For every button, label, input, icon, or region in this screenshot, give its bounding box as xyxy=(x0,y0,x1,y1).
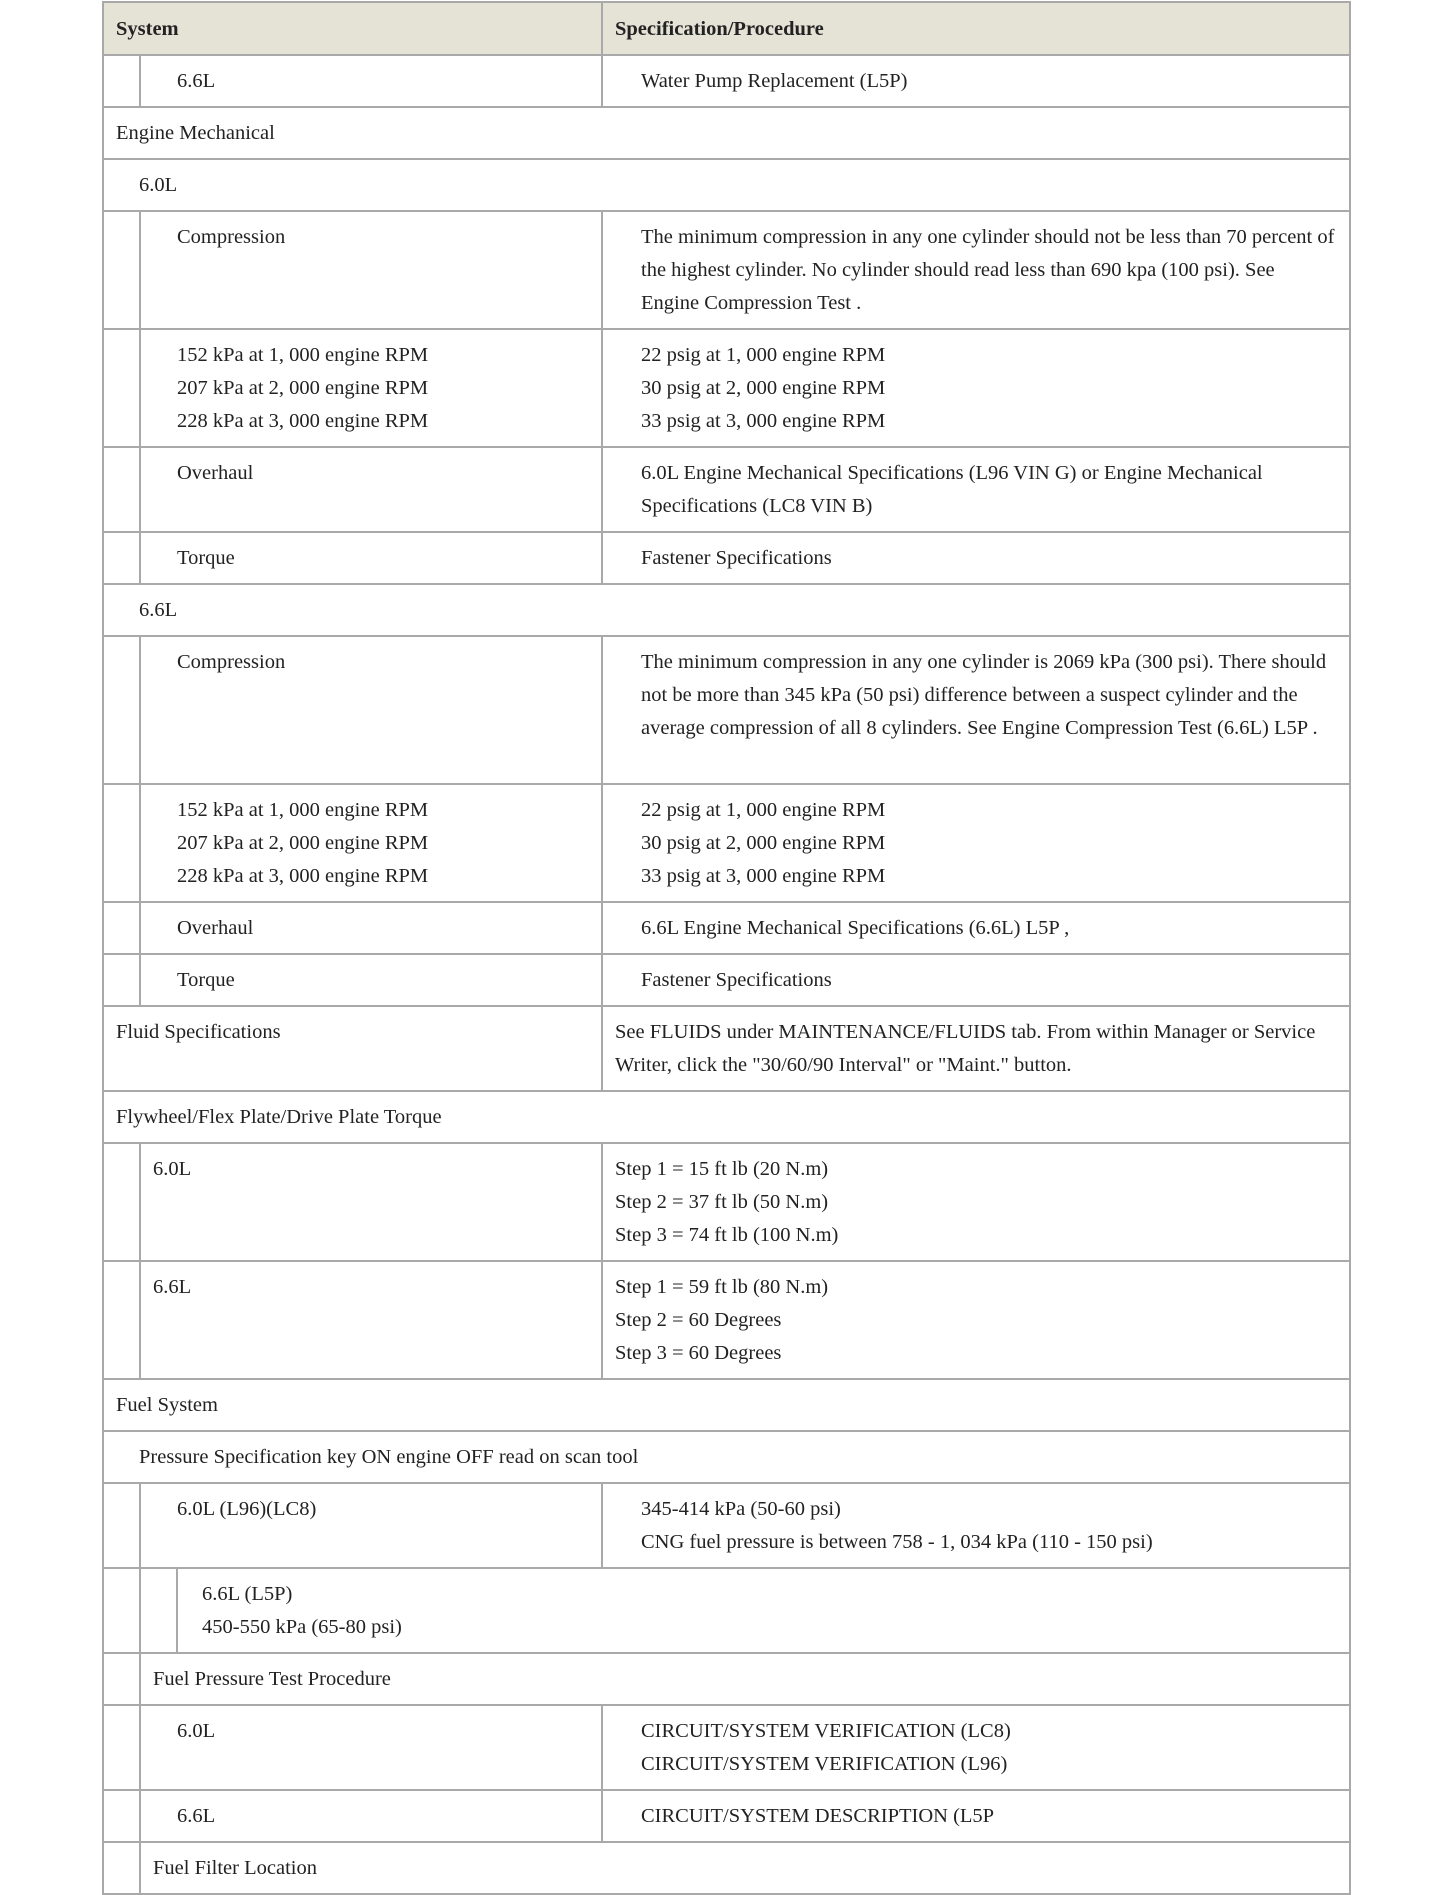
specifications-table xyxy=(102,1,1351,1895)
row-spec: Step 1 = 15 ft lb (20 N.m) Step 2 = 37 ft lb (50 N.m) Step 3 = 74 ft lb (100 N.m) xyxy=(602,1143,1350,1261)
indent-cell xyxy=(140,1568,177,1653)
table-row xyxy=(103,1790,1350,1842)
subsection-heading: Pressure Specification key ON engine OFF read on scan tool xyxy=(103,1431,1350,1483)
header-system: System xyxy=(103,2,602,55)
indent-cell xyxy=(103,1261,140,1379)
row-label: Torque xyxy=(140,532,602,584)
table-row xyxy=(103,447,1350,532)
row-label: 6.6L xyxy=(140,1790,602,1842)
table-row xyxy=(103,784,1350,902)
table-row xyxy=(103,1261,1350,1379)
subsection-heading: 6.6L xyxy=(103,584,1350,636)
subsection-heading: 6.0L xyxy=(103,159,1350,211)
table-row xyxy=(103,1143,1350,1261)
row-label: 6.0L (L96)(LC8) xyxy=(140,1483,602,1568)
row-label: 152 kPa at 1, 000 engine RPM 207 kPa at 2, 000 engine RPM 228 kPa at 3, 000 engine RPM xyxy=(140,784,602,902)
table-row xyxy=(103,211,1350,329)
row-label: 6.0L xyxy=(140,1143,602,1261)
indent-cell xyxy=(103,1143,140,1261)
row-label: 6.6L (L5P) 450-550 kPa (65-80 psi) xyxy=(177,1568,1350,1653)
row-spec: 6.6L Engine Mechanical Specifications (6.6L) L5P , xyxy=(602,902,1350,954)
indent-cell xyxy=(103,1790,140,1842)
indent-cell xyxy=(103,954,140,1006)
table-row xyxy=(103,1379,1350,1431)
row-spec: Step 1 = 59 ft lb (80 N.m) Step 2 = 60 Degrees Step 3 = 60 Degrees xyxy=(602,1261,1350,1379)
indent-cell xyxy=(103,1842,140,1894)
row-spec: Fastener Specifications xyxy=(602,954,1350,1006)
table-row xyxy=(103,902,1350,954)
indent-cell xyxy=(103,1705,140,1790)
indent-cell xyxy=(103,329,140,447)
row-label: Compression xyxy=(140,211,602,329)
table-row xyxy=(103,636,1350,784)
row-spec: Fastener Specifications xyxy=(602,532,1350,584)
row-spec: The minimum compression in any one cylinder should not be less than 70 percent of the highest cylinder. No cylinder should read less than 690 kpa (100 psi). See Engine Compression Test . xyxy=(602,211,1350,329)
row-spec: CIRCUIT/SYSTEM DESCRIPTION (L5P xyxy=(602,1790,1350,1842)
table-header-row xyxy=(103,2,1350,55)
table-row xyxy=(103,1842,1350,1894)
indent-cell xyxy=(103,902,140,954)
row-label: Compression xyxy=(140,636,602,784)
table-row xyxy=(103,532,1350,584)
row-label: Fluid Specifications xyxy=(103,1006,602,1091)
row-label: 6.0L xyxy=(140,1705,602,1790)
section-heading: Engine Mechanical xyxy=(103,107,1350,159)
row-spec: The minimum compression in any one cylinder is 2069 kPa (300 psi). There should not be more than 345 kPa (50 psi) difference between a suspect cylinder and the average compression of all 8 cylinders. See Engine Compression Test (6.6L) L5P . xyxy=(602,636,1350,784)
table-row xyxy=(103,954,1350,1006)
indent-cell xyxy=(103,1568,140,1653)
table-row xyxy=(103,1705,1350,1790)
row-spec: 6.0L Engine Mechanical Specifications (L96 VIN G) or Engine Mechanical Specifications (LC8 VIN B) xyxy=(602,447,1350,532)
row-label: Fuel Filter Location xyxy=(140,1842,1350,1894)
table-row xyxy=(103,1006,1350,1091)
table-row xyxy=(103,1483,1350,1568)
table-row xyxy=(103,1091,1350,1143)
row-label: 152 kPa at 1, 000 engine RPM 207 kPa at 2, 000 engine RPM 228 kPa at 3, 000 engine RPM xyxy=(140,329,602,447)
table-row xyxy=(103,1653,1350,1705)
indent-cell xyxy=(103,784,140,902)
row-spec: 22 psig at 1, 000 engine RPM 30 psig at 2, 000 engine RPM 33 psig at 3, 000 engine RPM xyxy=(602,784,1350,902)
table-row xyxy=(103,55,1350,107)
row-label: Overhaul xyxy=(140,447,602,532)
table-row xyxy=(103,1568,1350,1653)
row-label: 6.6L xyxy=(140,1261,602,1379)
section-heading: Fuel System xyxy=(103,1379,1350,1431)
row-spec: 22 psig at 1, 000 engine RPM 30 psig at 2, 000 engine RPM 33 psig at 3, 000 engine RPM xyxy=(602,329,1350,447)
section-heading: Flywheel/Flex Plate/Drive Plate Torque xyxy=(103,1091,1350,1143)
indent-cell xyxy=(103,532,140,584)
table-row xyxy=(103,107,1350,159)
row-label: 6.6L xyxy=(140,55,602,107)
row-spec: CIRCUIT/SYSTEM VERIFICATION (LC8) CIRCUIT/SYSTEM VERIFICATION (L96) xyxy=(602,1705,1350,1790)
row-label: Torque xyxy=(140,954,602,1006)
table-row xyxy=(103,159,1350,211)
table-row xyxy=(103,584,1350,636)
indent-cell xyxy=(103,447,140,532)
row-spec: 345-414 kPa (50-60 psi) CNG fuel pressure is between 758 - 1, 034 kPa (110 - 150 psi) xyxy=(602,1483,1350,1568)
indent-cell xyxy=(103,636,140,784)
row-label: Overhaul xyxy=(140,902,602,954)
indent-cell xyxy=(103,1653,140,1705)
indent-cell xyxy=(103,1483,140,1568)
table-row xyxy=(103,1431,1350,1483)
row-spec: See FLUIDS under MAINTENANCE/FLUIDS tab. From within Manager or Service Writer, click the "30/60/90 Interval" or "Maint." button. xyxy=(602,1006,1350,1091)
indent-cell xyxy=(103,211,140,329)
table-row xyxy=(103,329,1350,447)
indent-cell xyxy=(103,55,140,107)
header-specification: Specification/Procedure xyxy=(602,2,1350,55)
row-label: Fuel Pressure Test Procedure xyxy=(140,1653,1350,1705)
row-spec: Water Pump Replacement (L5P) xyxy=(602,55,1350,107)
